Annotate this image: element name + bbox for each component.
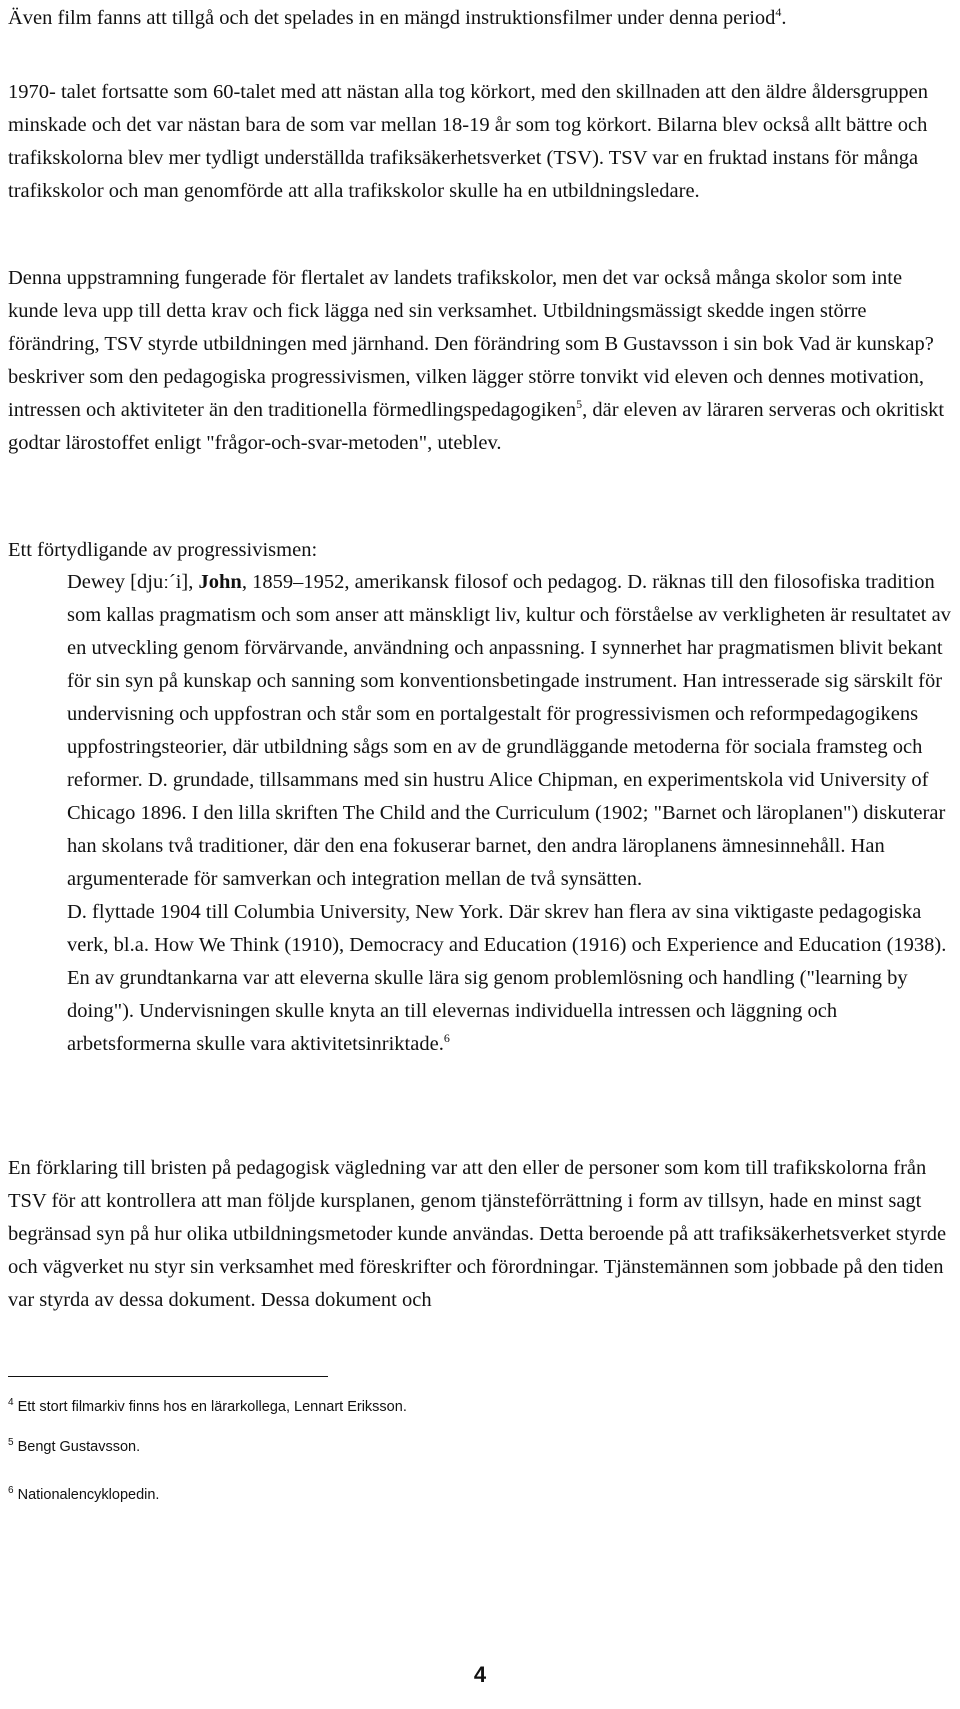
- paragraph-text: Denna uppstramning fungerade för flertalet av landets trafikskolor, men det var också många skolor som inte kunde leva upp till detta krav och fick lägga ned sin verksamhet. Utbildningsmässigt skedde ingen större förändring, TSV styrde utbildningen med järnhand. Den förändring som B Gustavsson i sin bok Vad är kunskap? beskriver som den pedagogiska progressivismen, vilken lägger större tonvikt vid eleven och dennes motivation, intressen och aktiviteter än den traditionella förmedlingspedagogiken: [8, 267, 934, 421]
- footnote-separator: [8, 1376, 328, 1377]
- dewey-name: John: [198, 571, 242, 593]
- footnote-ref-4[interactable]: 4: [775, 5, 782, 19]
- footnote-5: [8, 1437, 908, 1457]
- paragraph-text: Även film fanns att tillgå och det spelades in en mängd instruktionsfilmer under denna period: [8, 7, 776, 29]
- footnote-6: [8, 1485, 908, 1505]
- dewey-quote: [67, 566, 952, 1061]
- dewey-paragraph-2: [67, 896, 952, 1061]
- dewey-text-c: D. flyttade 1904 till Columbia University, New York. Där skrev han flera av sina viktigaste pedagogiska verk, bl.a. How We Think (1910), Democracy and Education (1916) och Experience and Education (1938). En av grundtankarna var att eleverna skulle lära sig genom problemlösning och handling ("learning by doing"). Undervisningen skulle knyta an till elevernas individuella intressen och läggning och arbetsformerna skulle vara aktivitetsinriktade.: [67, 901, 947, 1055]
- dewey-paragraph-1: [67, 566, 952, 896]
- page-number: 4: [473, 1662, 487, 1687]
- footnote-text: Ett stort filmarkiv finns hos en lärarkollega, Lennart Eriksson.: [17, 1399, 407, 1415]
- dewey-text-a: Dewey [djuː´i],: [67, 571, 199, 593]
- footnote-number: 5: [8, 1437, 14, 1448]
- paragraph-film: [8, 2, 952, 35]
- dewey-text-b: , 1859–1952, amerikansk filosof och pedagog. D. räknas till den filosofiska tradition som kallas pragmatism och som anser att mänskligt liv, kultur och förståelse av verkligheten är resultatet av en utveckling genom förvärvande, användning och anpassning. I synnerhet har pragmatismen blivit bekant för sin syn på kunskap och sanning som konventionsbetingade instrument. Han intresserade sig särskilt för undervisning och uppfostran och står som en portalgestalt för progressivismen och reformpedagogikens uppfostringsteorier, där utbildning sågs som en av de grundläggande metoderna för sociala framsteg och reformer. D. grundade, tillsammans med sin hustru Alice Chipman, en experimentskola vid University of Chicago 1896. I den lilla skriften The Child and the Curriculum (1902; "Barnet och läroplanen") diskuterar han skolans två traditioner, där den ena fokuserar barnet, den andra läroplanens ämnesinnehåll. Han argumenterade för samverkan och integration mellan de två synsätten.: [67, 571, 951, 890]
- paragraph-1970s: [8, 76, 952, 208]
- paragraph-text-end: .: [781, 7, 787, 29]
- footnote-number: 6: [8, 1485, 14, 1496]
- progressivism-heading: Ett förtydligande av progressivismen:: [8, 539, 318, 561]
- footnote-text: Bengt Gustavsson.: [17, 1439, 141, 1455]
- footnote-text: Nationalencyklopedin.: [17, 1487, 160, 1503]
- footnote-ref-6[interactable]: 6: [443, 1031, 450, 1045]
- footnote-number: 4: [8, 1397, 14, 1408]
- paragraph-forklaring: En förklaring till bristen på pedagogisk vägledning var att den eller de personer som kom till trafikskolorna från TSV för att kontrollera att man följde kursplanen, genom tjänsteförrättning i form av tillsyn, hade en minst sagt begränsad syn på hur olika utbildningsmetoder kunde användas. Detta beroende på att trafiksäkerhetsverket styrde och vägverket nu styr sin verksamhet med föreskrifter och förordningar. Tjänstemännen som jobbade på den tiden var styrda av dessa dokument. Dessa dokument och: [8, 1157, 947, 1311]
- paragraph-uppstramning: [8, 262, 952, 460]
- paragraph-text-end: , där eleven av läraren serveras och okritiskt godtar lärostoffet enligt "frågor-och-svar-metoden", uteblev.: [8, 399, 945, 454]
- footnote-ref-5[interactable]: 5: [576, 397, 583, 411]
- paragraph-text: 1970- talet fortsatte som 60-talet med att nästan alla tog körkort, med den skillnaden att den äldre åldersgruppen minskade och det var nästan bara de som var mellan 18-19 år som tog körkort. Bilarna blev också allt bättre och trafikskolorna blev mer tydligt underställda trafiksäkerhetsverket (TSV). TSV var en fruktad instans för många trafikskolor och man genomförde att alla trafikskolor skulle ha en utbildningsledare.: [8, 81, 928, 202]
- footnote-4: [8, 1397, 908, 1417]
